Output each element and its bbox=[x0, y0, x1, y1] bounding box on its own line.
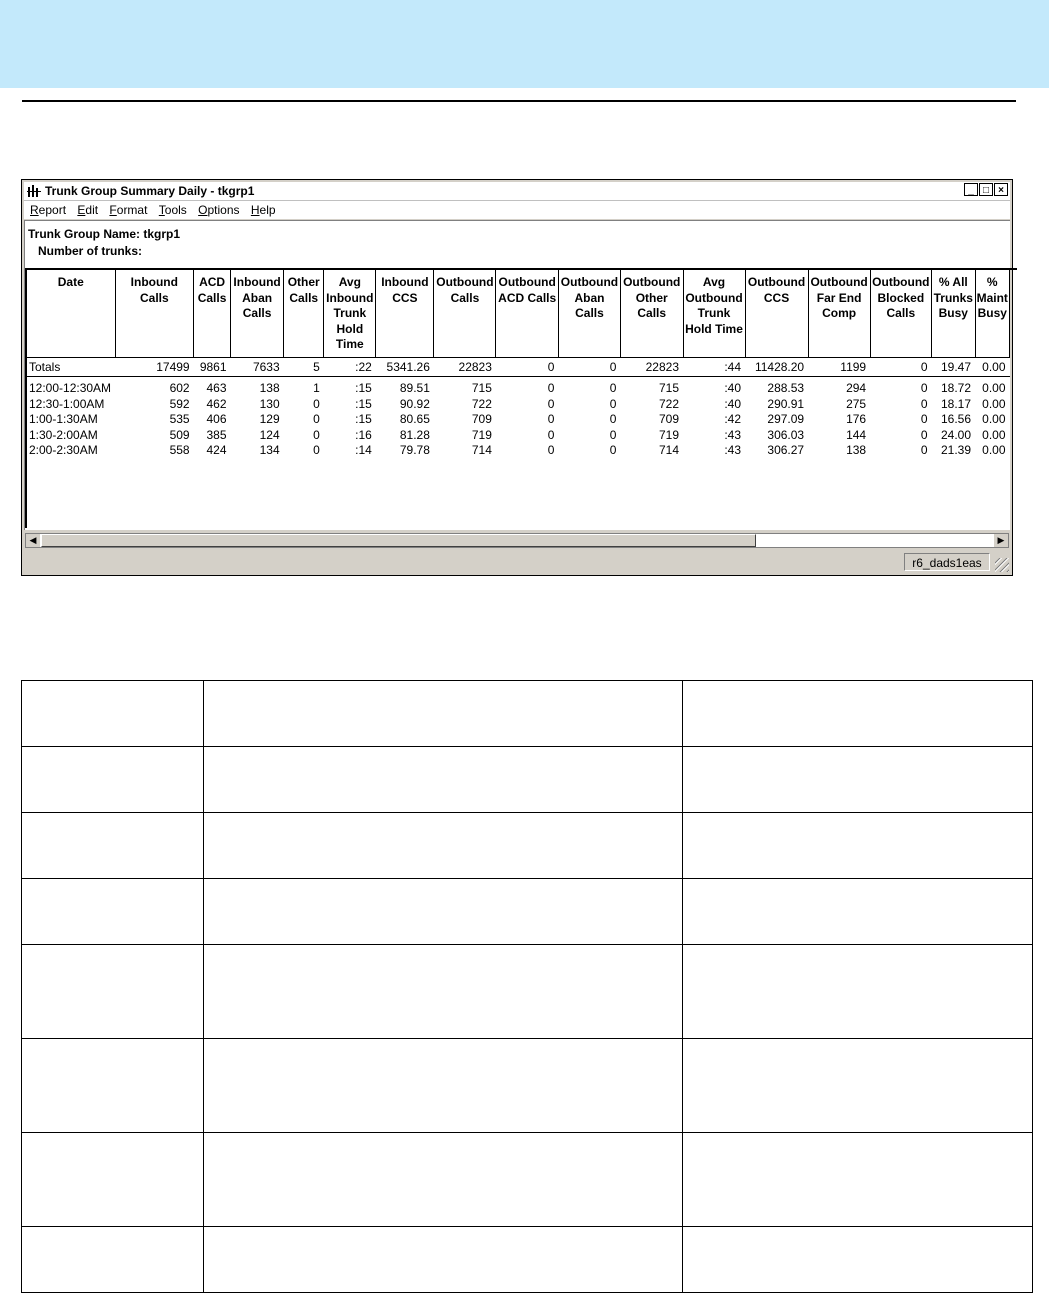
table-row bbox=[27, 428, 1010, 444]
column-header[interactable]: Other Calls bbox=[284, 270, 324, 358]
header-rule bbox=[22, 100, 1016, 102]
table-cell: 0 bbox=[313, 396, 320, 411]
table-row bbox=[27, 397, 1010, 413]
table-cell: :43 bbox=[724, 427, 741, 442]
column-header[interactable]: Avg Inbound Trunk Hold Time bbox=[324, 270, 376, 358]
column-header[interactable]: Outbound ACD Calls bbox=[496, 270, 559, 358]
table-cell: :16 bbox=[355, 427, 372, 442]
report-header-info bbox=[28, 226, 180, 260]
column-header[interactable]: Inbound CCS bbox=[376, 270, 434, 358]
table-cell: 294 bbox=[846, 381, 867, 395]
table-cell: 0 bbox=[313, 412, 320, 427]
table-cell: 0 bbox=[547, 396, 555, 411]
table-cell: :22 bbox=[324, 358, 376, 377]
table-cell: 288.53 bbox=[767, 381, 805, 395]
table-cell: 7633 bbox=[231, 358, 284, 377]
table-cell: 0.00 bbox=[982, 412, 1006, 427]
column-header[interactable]: Inbound Aban Calls bbox=[231, 270, 284, 358]
table-cell: 0 bbox=[609, 427, 617, 442]
table-cell: :40 bbox=[724, 396, 741, 411]
column-header[interactable]: Outbound Blocked Calls bbox=[870, 270, 931, 358]
table-cell: :15 bbox=[355, 412, 372, 427]
table-cell: 89.51 bbox=[399, 381, 430, 395]
table-cell: 0 bbox=[609, 396, 617, 411]
server-status: r6_dads1eas bbox=[904, 553, 990, 571]
number-of-trunks-label: Number of trunks: bbox=[38, 244, 143, 258]
table-cell: :14 bbox=[355, 443, 372, 458]
table-cell: 0 bbox=[547, 443, 555, 458]
title-bar[interactable] bbox=[24, 182, 1010, 201]
table-cell: 16.56 bbox=[941, 412, 972, 427]
table-cell: 306.27 bbox=[767, 443, 805, 458]
column-header[interactable]: Outbound Calls bbox=[434, 270, 496, 358]
table-cell: 714 bbox=[658, 443, 679, 458]
table-cell: 424 bbox=[206, 443, 227, 458]
table-cell: 9861 bbox=[194, 358, 231, 377]
empty-table bbox=[21, 680, 1033, 1293]
table-cell: 0.00 bbox=[975, 358, 1009, 377]
column-header[interactable]: ACD Calls bbox=[194, 270, 231, 358]
column-header[interactable]: % Maint Busy bbox=[975, 270, 1009, 358]
table-cell: 12:00-12:30AM bbox=[29, 381, 112, 395]
table-cell: 176 bbox=[846, 412, 867, 427]
table-cell: 709 bbox=[658, 412, 679, 427]
table-cell: 22823 bbox=[434, 358, 496, 377]
table-cell: 0.00 bbox=[982, 396, 1006, 411]
table-row bbox=[27, 443, 1010, 459]
column-header[interactable]: Outbound Aban Calls bbox=[558, 270, 620, 358]
column-header[interactable]: Outbound CCS bbox=[745, 270, 808, 358]
trunk-app-icon bbox=[27, 184, 41, 198]
column-header[interactable]: Outbound Far End Comp bbox=[808, 270, 870, 358]
table-cell: 306.03 bbox=[767, 427, 805, 442]
report-body bbox=[27, 358, 1010, 459]
table-cell: 385 bbox=[206, 427, 227, 442]
table-cell: 0 bbox=[558, 358, 620, 377]
resize-grip-icon[interactable] bbox=[995, 558, 1009, 572]
table-cell: 17499 bbox=[115, 358, 194, 377]
menu-help[interactable]: Help bbox=[250, 203, 276, 217]
table-cell: :42 bbox=[724, 412, 741, 427]
header-band bbox=[0, 0, 1049, 88]
group-name-label: Trunk Group Name: bbox=[28, 227, 141, 241]
report-area bbox=[24, 220, 1010, 530]
table-cell: 406 bbox=[206, 412, 227, 427]
table-cell: 144 bbox=[846, 427, 867, 442]
table-cell: :15 bbox=[355, 396, 372, 411]
table-row bbox=[27, 412, 1010, 428]
table-cell: 18.17 bbox=[941, 396, 972, 411]
table-cell: 535 bbox=[169, 412, 190, 427]
table-cell: 0 bbox=[547, 412, 555, 427]
table-cell: 130 bbox=[259, 396, 280, 411]
table-cell: 5 bbox=[284, 358, 324, 377]
status-bar bbox=[24, 551, 1010, 573]
minimize-button[interactable]: _ bbox=[964, 183, 978, 196]
table-cell: 11428.20 bbox=[745, 358, 808, 377]
table-cell: 715 bbox=[658, 381, 679, 395]
scroll-left-icon[interactable]: ◀ bbox=[26, 534, 40, 547]
report-table bbox=[27, 270, 1010, 459]
table-cell: :15 bbox=[355, 381, 372, 395]
table-cell: 0 bbox=[609, 412, 617, 427]
table-cell: 0.00 bbox=[982, 443, 1006, 458]
table-cell: 0.00 bbox=[982, 427, 1006, 442]
table-cell: 81.28 bbox=[399, 427, 430, 442]
table-cell: 0 bbox=[920, 427, 928, 442]
table-cell: 509 bbox=[169, 427, 190, 442]
table-cell: 1:00-1:30AM bbox=[29, 412, 98, 427]
table-cell: 2:00-2:30AM bbox=[29, 443, 98, 458]
table-cell: :40 bbox=[724, 381, 741, 395]
table-cell: 463 bbox=[206, 381, 227, 395]
column-header[interactable]: Outbound Other Calls bbox=[620, 270, 683, 358]
column-header[interactable]: % All Trunks Busy bbox=[932, 270, 975, 358]
menu-tools[interactable]: Tools bbox=[158, 203, 187, 217]
table-cell: 0 bbox=[870, 358, 931, 377]
totals-row bbox=[27, 358, 1010, 377]
table-cell: :43 bbox=[724, 443, 741, 458]
table-cell: 0 bbox=[920, 443, 928, 458]
scroll-thumb[interactable] bbox=[41, 534, 756, 547]
table-cell: 0 bbox=[920, 381, 928, 395]
table-cell: 138 bbox=[846, 443, 867, 458]
menu-format[interactable]: Format bbox=[109, 203, 148, 217]
header-row bbox=[27, 270, 1010, 358]
column-header[interactable]: Date bbox=[27, 270, 115, 358]
group-name-value: tkgrp1 bbox=[143, 227, 181, 241]
table-cell: 0 bbox=[313, 443, 320, 458]
table-cell: 715 bbox=[471, 381, 492, 395]
table-cell: 719 bbox=[658, 427, 679, 442]
table-cell: 709 bbox=[471, 412, 492, 427]
table-cell: 0 bbox=[547, 427, 555, 442]
table-cell: 558 bbox=[169, 443, 190, 458]
table-cell: 138 bbox=[259, 381, 280, 395]
table-cell: 1 bbox=[313, 381, 320, 395]
table-cell: 134 bbox=[259, 443, 280, 458]
table-cell: 0 bbox=[313, 427, 320, 442]
menu-bar bbox=[24, 201, 1010, 219]
table-cell: 0 bbox=[609, 381, 617, 395]
table-cell: 290.91 bbox=[767, 396, 805, 411]
table-cell: 129 bbox=[259, 412, 280, 427]
table-cell: 0 bbox=[496, 358, 559, 377]
table-cell: :44 bbox=[683, 358, 745, 377]
table-row bbox=[27, 377, 1010, 397]
table-cell: 602 bbox=[169, 381, 190, 395]
table-cell: 714 bbox=[471, 443, 492, 458]
table-cell: 0 bbox=[609, 443, 617, 458]
window-title: Trunk Group Summary Daily - tkgrp1 bbox=[45, 184, 255, 198]
column-header[interactable]: Avg Outbound Trunk Hold Time bbox=[683, 270, 745, 358]
table-cell: 719 bbox=[471, 427, 492, 442]
table-cell: 275 bbox=[846, 396, 867, 411]
table-cell: 19.47 bbox=[932, 358, 975, 377]
table-cell: 722 bbox=[658, 396, 679, 411]
table-cell: 297.09 bbox=[767, 412, 805, 427]
menu-edit[interactable]: Edit bbox=[77, 203, 99, 217]
table-cell: 90.92 bbox=[399, 396, 430, 411]
table-cell: 592 bbox=[169, 396, 190, 411]
table-cell: 21.39 bbox=[941, 443, 972, 458]
table-cell: 0 bbox=[920, 396, 928, 411]
table-cell: 0 bbox=[920, 412, 928, 427]
scroll-right-icon[interactable]: ▶ bbox=[994, 534, 1008, 547]
maximize-button[interactable]: □ bbox=[979, 183, 993, 196]
table-cell: 80.65 bbox=[399, 412, 430, 427]
table-cell: 0.00 bbox=[982, 381, 1006, 395]
table-cell: 5341.26 bbox=[376, 358, 434, 377]
table-cell: Totals bbox=[27, 358, 115, 377]
table-cell: 22823 bbox=[620, 358, 683, 377]
table-cell: 1199 bbox=[808, 358, 870, 377]
horizontal-scrollbar[interactable] bbox=[25, 533, 1009, 548]
report-window bbox=[21, 179, 1013, 576]
table-cell: 462 bbox=[206, 396, 227, 411]
table-cell: 722 bbox=[471, 396, 492, 411]
table-cell: 12:30-1:00AM bbox=[29, 396, 105, 411]
table-cell: 1:30-2:00AM bbox=[29, 427, 98, 442]
menu-report[interactable]: Report bbox=[30, 203, 67, 217]
table-cell: 0 bbox=[547, 381, 555, 395]
table-cell: 18.72 bbox=[941, 381, 972, 395]
table-cell: 79.78 bbox=[399, 443, 430, 458]
table-cell: 124 bbox=[259, 427, 280, 442]
close-button[interactable]: × bbox=[994, 183, 1008, 196]
menu-options[interactable]: Options bbox=[198, 203, 240, 217]
table-cell: 24.00 bbox=[941, 427, 972, 442]
column-header[interactable]: Inbound Calls bbox=[115, 270, 194, 358]
